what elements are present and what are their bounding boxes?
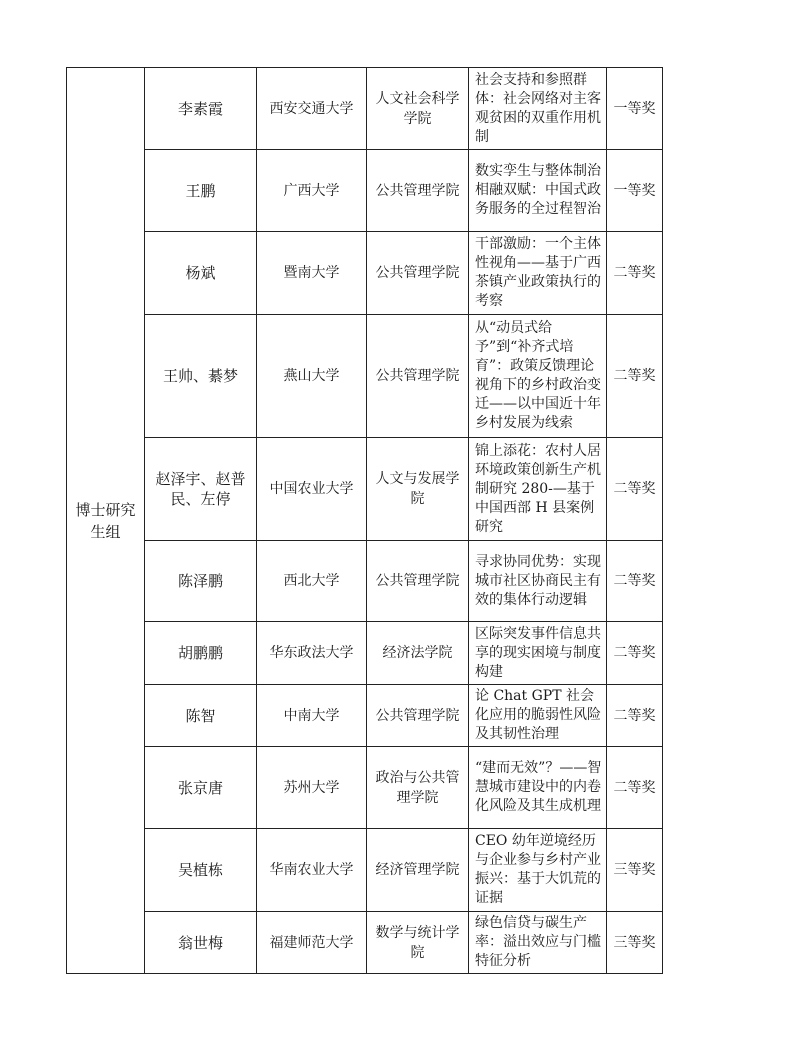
university-cell: 中国农业大学 — [257, 438, 367, 541]
group-cell — [67, 68, 145, 974]
table-row — [67, 829, 663, 912]
table-row — [67, 912, 663, 974]
award-cell: 二等奖 — [607, 438, 663, 541]
award-cell: 三等奖 — [607, 829, 663, 912]
paper-title-cell: 数实孪生与整体制治相融双赋：中国式政务服务的全过程智治 — [469, 150, 607, 232]
author-cell: 赵泽宇、赵普民、左停 — [145, 438, 257, 541]
award-cell: 一等奖 — [607, 68, 663, 150]
table-row — [67, 150, 663, 232]
table-row — [67, 747, 663, 829]
paper-title-cell: 从“动员式给予”到“补齐式培育”：政策反馈理论视角下的乡村政治变迁——以中国近十年乡村发展为线索 — [469, 315, 607, 438]
table-row — [67, 685, 663, 747]
college-cell: 经济管理学院 — [367, 829, 469, 912]
author-cell: 王鹏 — [145, 150, 257, 232]
author-cell: 吴植栋 — [145, 829, 257, 912]
college-cell: 经济法学院 — [367, 622, 469, 685]
table-row — [67, 622, 663, 685]
paper-title-cell: “建而无效”？——智慧城市建设中的内卷化风险及其生成机理 — [469, 747, 607, 829]
award-cell: 二等奖 — [607, 232, 663, 315]
table-row — [67, 541, 663, 622]
college-cell: 公共管理学院 — [367, 685, 469, 747]
group-label-line1: 博士研究 — [75, 500, 136, 519]
paper-title-cell: 寻求协同优势：实现城市社区协商民主有效的集体行动逻辑 — [469, 541, 607, 622]
college-cell: 公共管理学院 — [367, 232, 469, 315]
author-cell: 翁世梅 — [145, 912, 257, 974]
university-cell: 西安交通大学 — [257, 68, 367, 150]
paper-title-cell: 论 Chat GPT 社会化应用的脆弱性风险及其韧性治理 — [469, 685, 607, 747]
college-cell: 政治与公共管理学院 — [367, 747, 469, 829]
university-cell: 福建师范大学 — [257, 912, 367, 974]
award-cell: 二等奖 — [607, 315, 663, 438]
university-cell: 苏州大学 — [257, 747, 367, 829]
paper-title-cell: 锦上添花：农村人居环境政策创新生产机制研究 280-—基于中国西部 H 县案例研究 — [469, 438, 607, 541]
paper-title-cell: 干部激励：一个主体性视角——基于广西茶镇产业政策执行的考察 — [469, 232, 607, 315]
college-cell: 公共管理学院 — [367, 150, 469, 232]
award-cell: 一等奖 — [607, 150, 663, 232]
group-label-line2: 生组 — [90, 522, 121, 541]
author-cell: 李素霞 — [145, 68, 257, 150]
paper-title-cell: 区际突发事件信息共享的现实困境与制度构建 — [469, 622, 607, 685]
college-cell: 公共管理学院 — [367, 541, 469, 622]
college-cell: 人文与发展学院 — [367, 438, 469, 541]
award-cell: 二等奖 — [607, 541, 663, 622]
paper-title-cell: 绿色信贷与碳生产率：溢出效应与门槛特征分析 — [469, 912, 607, 974]
author-cell: 陈智 — [145, 685, 257, 747]
author-cell: 张京唐 — [145, 747, 257, 829]
university-cell: 暨南大学 — [257, 232, 367, 315]
paper-title-cell: CEO 幼年逆境经历与企业参与乡村产业振兴：基于大饥荒的证据 — [469, 829, 607, 912]
university-cell: 中南大学 — [257, 685, 367, 747]
award-cell: 三等奖 — [607, 912, 663, 974]
award-cell: 二等奖 — [607, 747, 663, 829]
college-cell: 人文社会科学学院 — [367, 68, 469, 150]
university-cell: 华东政法大学 — [257, 622, 367, 685]
award-table — [66, 67, 663, 974]
table-row — [67, 315, 663, 438]
university-cell: 燕山大学 — [257, 315, 367, 438]
table-row — [67, 438, 663, 541]
author-cell: 胡鹏鹏 — [145, 622, 257, 685]
university-cell: 华南农业大学 — [257, 829, 367, 912]
paper-title-cell: 社会支持和参照群体：社会网络对主客观贫困的双重作用机制 — [469, 68, 607, 150]
award-cell: 二等奖 — [607, 622, 663, 685]
university-cell: 西北大学 — [257, 541, 367, 622]
college-cell: 公共管理学院 — [367, 315, 469, 438]
table-row — [67, 232, 663, 315]
college-cell: 数学与统计学院 — [367, 912, 469, 974]
university-cell: 广西大学 — [257, 150, 367, 232]
award-cell: 二等奖 — [607, 685, 663, 747]
table-row — [67, 68, 663, 150]
author-cell: 王帅、綦梦 — [145, 315, 257, 438]
author-cell: 陈泽鹏 — [145, 541, 257, 622]
author-cell: 杨斌 — [145, 232, 257, 315]
